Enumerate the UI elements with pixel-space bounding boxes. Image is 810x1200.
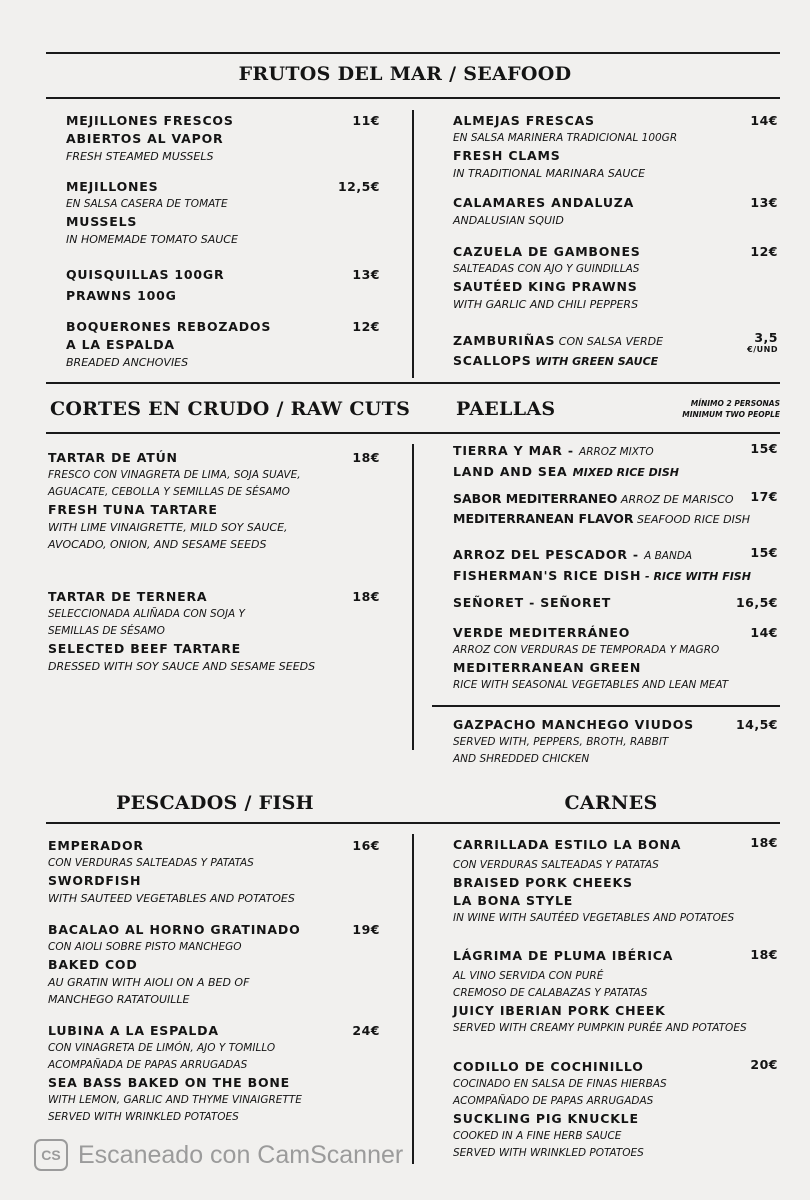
menu-item-bacalao: [48, 921, 301, 1008]
item-desc-en: SEAFOOD RICE DISH: [633, 513, 751, 526]
item-desc-es: SELECCIONADA ALIÑADA CON SOJA Y: [48, 608, 245, 620]
price-boquerones: 12€: [352, 319, 380, 334]
price-lubina: 24€: [352, 1023, 380, 1038]
seafood-column-divider: [412, 110, 414, 378]
price-arroz-pescador: 15€: [750, 545, 778, 560]
item-desc-es: ARROZ CON VERDURAS DE TEMPORADA Y MAGRO: [453, 644, 720, 656]
price-tartar-atun: 18€: [352, 450, 380, 465]
raw-cuts-section-title: CORTES EN CRUDO / RAW CUTS: [50, 398, 411, 420]
item-desc-es-2: SEMILLAS DE SÉSAMO: [48, 625, 165, 637]
menu-item-gazpacho: [453, 716, 694, 768]
item-name-en: MUSSELS: [66, 214, 138, 229]
item-name-es: QUISQUILLAS 100GR: [66, 267, 225, 282]
menu-item-quisquillas: [66, 266, 224, 305]
watermark-text: Escaneado con CamScanner: [78, 1140, 404, 1169]
top-rule: [46, 52, 780, 54]
menu-item-tartar-ternera: [48, 588, 315, 675]
camscanner-logo-icon: CS: [34, 1139, 68, 1171]
item-name-es: EMPERADOR: [48, 838, 144, 853]
price-zamburinas: [710, 330, 778, 355]
item-name-en: MEDITERRANEAN FLAVOR: [453, 511, 634, 526]
item-name-en: BRAISED PORK CHEEKS: [453, 875, 633, 890]
fish-section-title: PESCADOS / FISH: [116, 792, 314, 814]
item-desc-es: CON SALSA VERDE: [555, 335, 664, 348]
item-desc-es: CON VINAGRETA DE LIMÓN, AJO Y TOMILLO: [48, 1042, 276, 1054]
item-desc-en: IN HOMEMADE TOMATO SAUCE: [66, 233, 238, 246]
item-name-en: JUICY IBERIAN PORK CHEEK: [453, 1003, 666, 1018]
item-desc-en-2: MANCHEGO RATATOUILLE: [48, 993, 190, 1006]
menu-item-tartar-atun: [48, 449, 301, 553]
menu-item-emperador: [48, 837, 295, 907]
price-unit: €/UND: [747, 345, 778, 354]
item-name-es: SABOR MEDITERRANEO: [453, 491, 618, 506]
item-name-en: SUCKLING PIG KNUCKLE: [453, 1111, 639, 1126]
item-desc-es: ARROZ MIXTO: [579, 446, 654, 458]
item-desc-en-2: SERVED WITH WRINKLED POTATOES: [48, 1111, 239, 1123]
item-desc-es-2: ACOMPAÑADA DE PAPAS ARRUGADAS: [48, 1059, 248, 1071]
item-name-en-2: LA BONA STYLE: [453, 893, 574, 908]
item-name-es: GAZPACHO MANCHEGO VIUDOS: [453, 717, 694, 732]
item-desc-es-2: ACOMPAÑADO DE PAPAS ARRUGADAS: [453, 1095, 654, 1107]
item-desc-en: SERVED WITH, PEPPERS, BROTH, RABBIT: [453, 736, 669, 748]
item-desc-es: CON VERDURAS SALTEADAS Y PATATAS: [48, 857, 254, 869]
item-desc-en: IN TRADITIONAL MARINARA SAUCE: [453, 167, 646, 180]
item-name-en: FRESH TUNA TARTARE: [48, 502, 218, 517]
price-quisquillas: 13€: [352, 267, 380, 282]
item-name-es: VERDE MEDITERRÁNEO: [453, 625, 631, 640]
item-desc-en-2: SERVED WITH WRINKLED POTATOES: [453, 1147, 644, 1159]
menu-item-zamburinas: [453, 330, 663, 370]
item-desc-en: RICE WITH SEASONAL VEGETABLES AND LEAN MEAT: [453, 679, 729, 691]
raw-cuts-top-rule: [46, 382, 780, 384]
item-name-en: SAUTÉED KING PRAWNS: [453, 279, 638, 294]
item-name-en: FRESH CLAMS: [453, 148, 561, 163]
item-desc-es: CON VERDURAS SALTEADAS Y PATATAS: [453, 859, 659, 871]
item-desc-en: WITH LEMON, GARLIC AND THYME VINAIGRETTE: [48, 1094, 302, 1106]
item-name-es: CODILLO DE COCHINILLO: [453, 1059, 644, 1074]
price-lagrima: 18€: [750, 947, 778, 962]
item-desc-en-2: AVOCADO, ONION, AND SESAME SEEDS: [48, 538, 267, 551]
item-name-es: ZAMBURIÑAS: [453, 333, 556, 348]
item-desc-en: AU GRATIN WITH AIOLI ON A BED OF: [48, 976, 250, 989]
item-desc-en: DRESSED WITH SOY SAUCE AND SESAME SEEDS: [48, 660, 316, 673]
item-desc-es: FRESCO CON VINAGRETA DE LIMA, SOJA SUAVE,: [48, 469, 301, 481]
camscanner-watermark: [34, 1138, 403, 1172]
item-desc-en: SERVED WITH CREAMY PUMPKIN PURÉE AND POTATOES: [453, 1022, 747, 1034]
menu-item-arroz-pescador: [453, 544, 751, 585]
item-desc-es: AL VINO SERVIDA CON PURÉ: [453, 970, 604, 982]
menu-item-boquerones: [66, 318, 271, 371]
item-desc-en: WITH LIME VINAIGRETTE, MILD SOY SAUCE,: [48, 521, 288, 534]
item-name-es: TARTAR DE ATÚN: [48, 450, 178, 465]
menu-item-almejas: [453, 112, 677, 182]
price-mejillones-frescos: 11€: [352, 113, 380, 128]
item-desc-es: COCINADO EN SALSA DE FINAS HIERBAS: [453, 1078, 667, 1090]
menu-item-codillo: [453, 1058, 667, 1162]
item-name-en: SEA BASS BAKED ON THE BONE: [48, 1075, 290, 1090]
item-name-en: LAND AND SEA: [453, 464, 573, 479]
item-desc-en: WITH SAUTEED VEGETABLES AND POTATOES: [48, 892, 295, 905]
item-desc-es-2: AGUACATE, CEBOLLA Y SEMILLAS DE SÉSAMO: [48, 486, 290, 498]
bottom-column-divider: [412, 834, 414, 1164]
item-desc-en: IN WINE WITH SAUTÉED VEGETABLES AND POTATOES: [453, 912, 735, 924]
item-desc-es-2: CREMOSO DE CALABAZAS Y PATATAS: [453, 987, 648, 999]
price-almejas: 14€: [750, 113, 778, 128]
item-name-es: MEJILLONES FRESCOS: [66, 113, 234, 128]
paellas-note-es: MÍNIMO 2 PERSONAS: [690, 399, 780, 408]
item-name-es: TARTAR DE TERNERA: [48, 589, 208, 604]
item-name-en: SCALLOPS: [453, 353, 532, 368]
price-tartar-ternera: 18€: [352, 589, 380, 604]
item-desc-en: WITH GREEN SAUCE: [531, 355, 659, 368]
price-senoret: 16,5€: [735, 595, 778, 610]
price-verde-mediterraneo: 14€: [750, 625, 778, 640]
item-desc-en: FRESH STEAMED MUSSELS: [66, 150, 214, 163]
item-desc-es: A BANDA: [644, 550, 693, 562]
price-gazpacho: 14,5€: [735, 717, 778, 732]
item-name-es-2: A LA ESPALDA: [66, 337, 175, 352]
item-name-es: TIERRA Y MAR -: [453, 443, 580, 458]
price-emperador: 16€: [352, 838, 380, 853]
price-mejillones: 12,5€: [337, 179, 380, 194]
item-name-es: ARROZ DEL PESCADOR -: [453, 547, 645, 562]
item-desc-es: EN SALSA MARINERA TRADICIONAL 100GR: [453, 132, 678, 144]
item-name-en: MEDITERRANEAN GREEN: [453, 660, 642, 675]
item-name-en: SELECTED BEEF TARTARE: [48, 641, 241, 656]
price-sabor-mediterraneo: 17€: [750, 489, 778, 504]
paellas-note-en: MINIMUM TWO PEOPLE: [682, 410, 780, 419]
item-desc-en: BREADED ANCHOVIES: [66, 356, 189, 369]
item-desc-en: WITH GARLIC AND CHILI PEPPERS: [453, 298, 639, 311]
item-name-en: SWORDFISH: [48, 873, 142, 888]
item-name-es: CAZUELA DE GAMBONES: [453, 244, 641, 259]
seafood-section-title: FRUTOS DEL MAR / SEAFOOD: [238, 63, 572, 85]
price-value: 3,5: [754, 330, 778, 345]
price-tierra-mar: 15€: [750, 441, 778, 456]
price-carrillada: 18€: [750, 835, 778, 850]
item-desc-es: EN SALSA CASERA DE TOMATE: [66, 198, 228, 210]
item-name-en: BAKED COD: [48, 957, 138, 972]
item-desc-es: SALTEADAS CON AJO Y GUINDILLAS: [453, 263, 640, 275]
item-name-es: ALMEJAS FRESCAS: [453, 113, 595, 128]
paellas-section-title: PAELLAS: [456, 398, 556, 420]
item-name-es: LÁGRIMA DE PLUMA IBÉRICA: [453, 948, 674, 963]
item-name-es: CALAMARES ANDALUZA: [453, 195, 635, 210]
price-calamares: 13€: [750, 195, 778, 210]
item-name-es: BOQUERONES REBOZADOS: [66, 319, 272, 334]
price-gambones: 12€: [750, 244, 778, 259]
item-name-es: BACALAO AL HORNO GRATINADO: [48, 922, 301, 937]
item-name-es: MEJILLONES: [66, 179, 159, 194]
menu-item-gambones: [453, 243, 641, 313]
menu-item-verde-mediterraneo: [453, 624, 728, 694]
middle-column-divider: [412, 444, 414, 750]
paellas-minimum-note: [682, 398, 780, 420]
item-desc-en: COOKED IN A FINE HERB SAUCE: [453, 1130, 622, 1142]
carnes-section-title: CARNES: [564, 792, 658, 814]
price-codillo: 20€: [750, 1057, 778, 1072]
menu-item-calamares: [453, 194, 634, 229]
item-name-en: FISHERMAN'S RICE DISH: [453, 568, 642, 583]
menu-item-carrillada: [453, 836, 734, 927]
item-desc-en-2: AND SHREDDED CHICKEN: [453, 753, 590, 765]
item-desc-es: CON AIOLI SOBRE PISTO MANCHEGO: [48, 941, 242, 953]
gazpacho-rule: [432, 705, 780, 707]
item-name-en: PRAWNS 100G: [66, 288, 177, 303]
seafood-header-rule: [46, 97, 780, 99]
item-name-es: SEÑORET - SEÑORET: [453, 595, 612, 610]
fish-header-rule: [46, 822, 780, 824]
item-desc-es: ARROZ DE MARISCO: [617, 493, 734, 506]
menu-item-sabor-mediterraneo: [453, 488, 750, 528]
item-desc-en: - RICE WITH FISH: [641, 570, 751, 583]
item-name-es: CARRILLADA ESTILO LA BONA: [453, 837, 682, 852]
item-desc-en: MIXED RICE DISH: [572, 466, 679, 479]
price-bacalao: 19€: [352, 922, 380, 937]
menu-item-lagrima: [453, 947, 747, 1037]
item-name-es: LUBINA A LA ESPALDA: [48, 1023, 219, 1038]
menu-item-tierra-mar: [453, 440, 679, 481]
menu-item-mejillones-frescos: [66, 112, 234, 165]
raw-cuts-header-rule: [46, 432, 780, 434]
menu-item-lubina: [48, 1022, 302, 1126]
menu-item-mejillones: [66, 178, 238, 248]
item-desc-en: ANDALUSIAN SQUID: [453, 214, 564, 227]
item-name-es-2: ABIERTOS AL VAPOR: [66, 131, 224, 146]
menu-item-senoret: [453, 594, 611, 612]
